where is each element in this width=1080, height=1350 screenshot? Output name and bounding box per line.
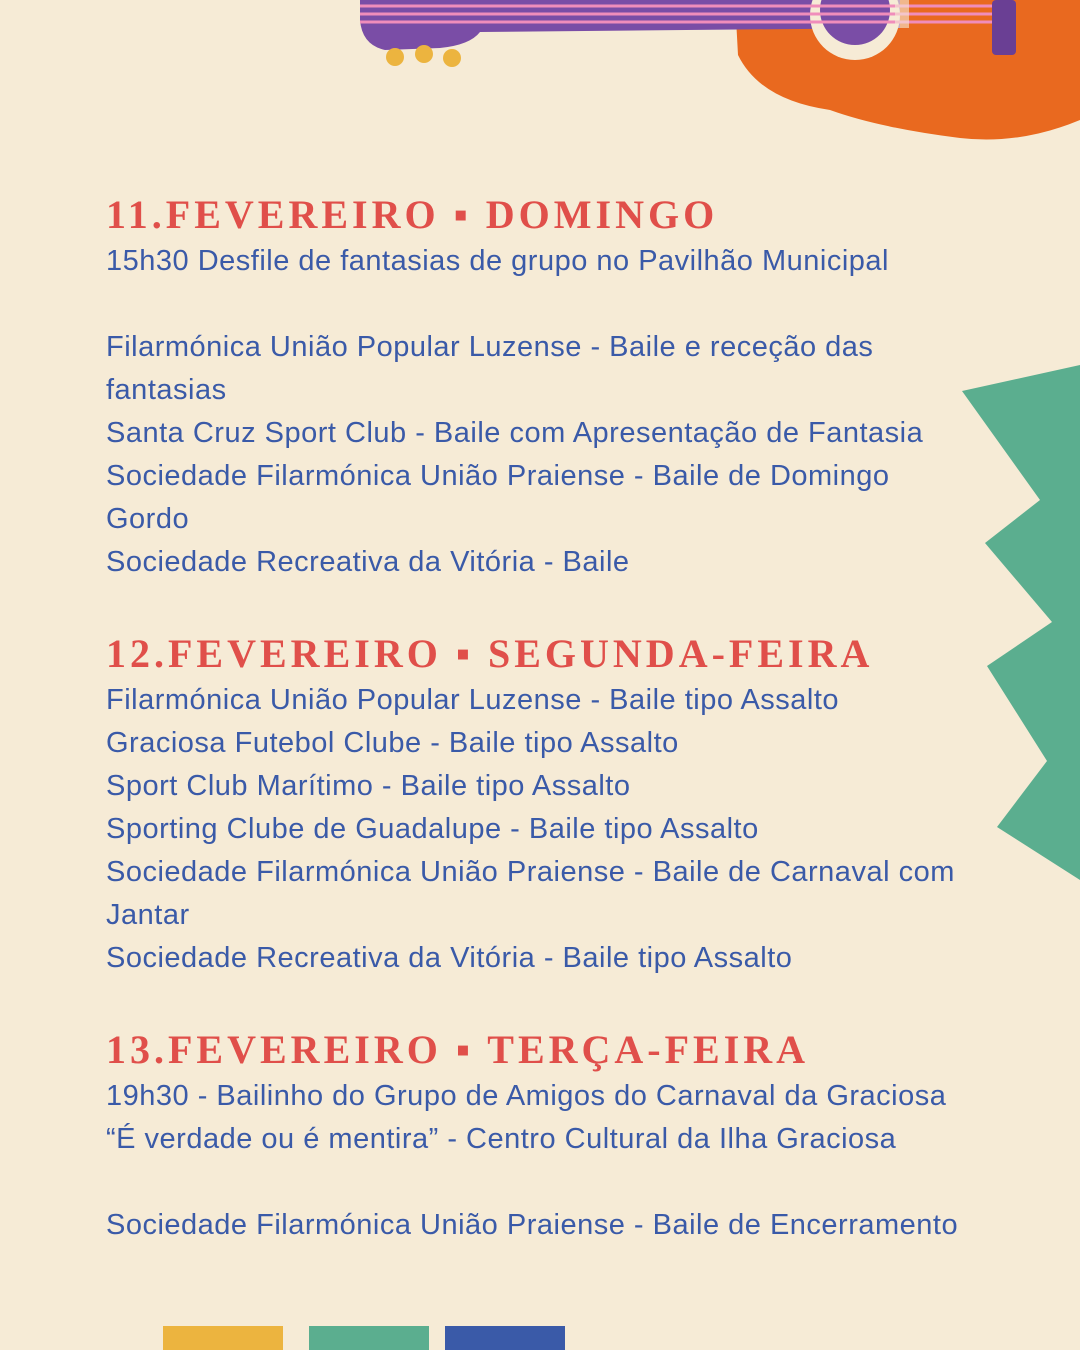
zigzag-decoration <box>955 365 1080 885</box>
swatch-yellow <box>163 1326 283 1350</box>
event-line: Sport Club Marítimo - Baile tipo Assalto <box>106 770 631 802</box>
event-line: Filarmónica União Popular Luzense - Baile tipo Assalto <box>106 684 840 716</box>
event-line: 19h30 - Bailinho do Grupo de Amigos do Carnaval da Graciosa <box>106 1080 947 1112</box>
event-line: Jantar <box>106 899 190 931</box>
event-line: Filarmónica União Popular Luzense - Baile e receção das <box>106 331 874 363</box>
day-section <box>106 1025 966 1247</box>
event-line: Sociedade Recreativa da Vitória - Baile tipo Assalto <box>106 942 793 974</box>
event-line: fantasias <box>106 374 227 406</box>
day-section <box>106 190 966 584</box>
swatch-green <box>309 1326 429 1350</box>
day-heading: 13.FEVEREIRO ▪ TERÇA-FEIRA <box>106 1027 810 1072</box>
swatch-blue <box>445 1326 565 1350</box>
guitar-illustration <box>0 0 1080 150</box>
day-heading: 12.FEVEREIRO ▪ SEGUNDA-FEIRA <box>106 631 874 676</box>
event-line: Sociedade Filarmónica União Praiense - Baile de Carnaval com <box>106 856 955 888</box>
event-line: Sociedade Recreativa da Vitória - Baile <box>106 546 630 578</box>
color-swatches <box>0 1326 1080 1350</box>
event-line: Sociedade Filarmónica União Praiense - Baile de Domingo Gordo <box>106 460 890 535</box>
event-line: “É verdade ou é mentira” - Centro Cultural da Ilha Graciosa <box>106 1123 897 1155</box>
event-line: Sporting Clube de Guadalupe - Baile tipo Assalto <box>106 813 759 845</box>
event-line: Santa Cruz Sport Club - Baile com Apresentação de Fantasia <box>106 417 924 449</box>
day-section <box>106 629 966 980</box>
event-line: Graciosa Futebol Clube - Baile tipo Assalto <box>106 727 679 759</box>
day-heading: 11.FEVEREIRO ▪ DOMINGO <box>106 192 719 237</box>
schedule <box>106 190 966 1247</box>
event-line: 15h30 Desfile de fantasias de grupo no Pavilhão Municipal <box>106 245 889 277</box>
event-line: Sociedade Filarmónica União Praiense - Baile de Encerramento <box>106 1209 959 1241</box>
